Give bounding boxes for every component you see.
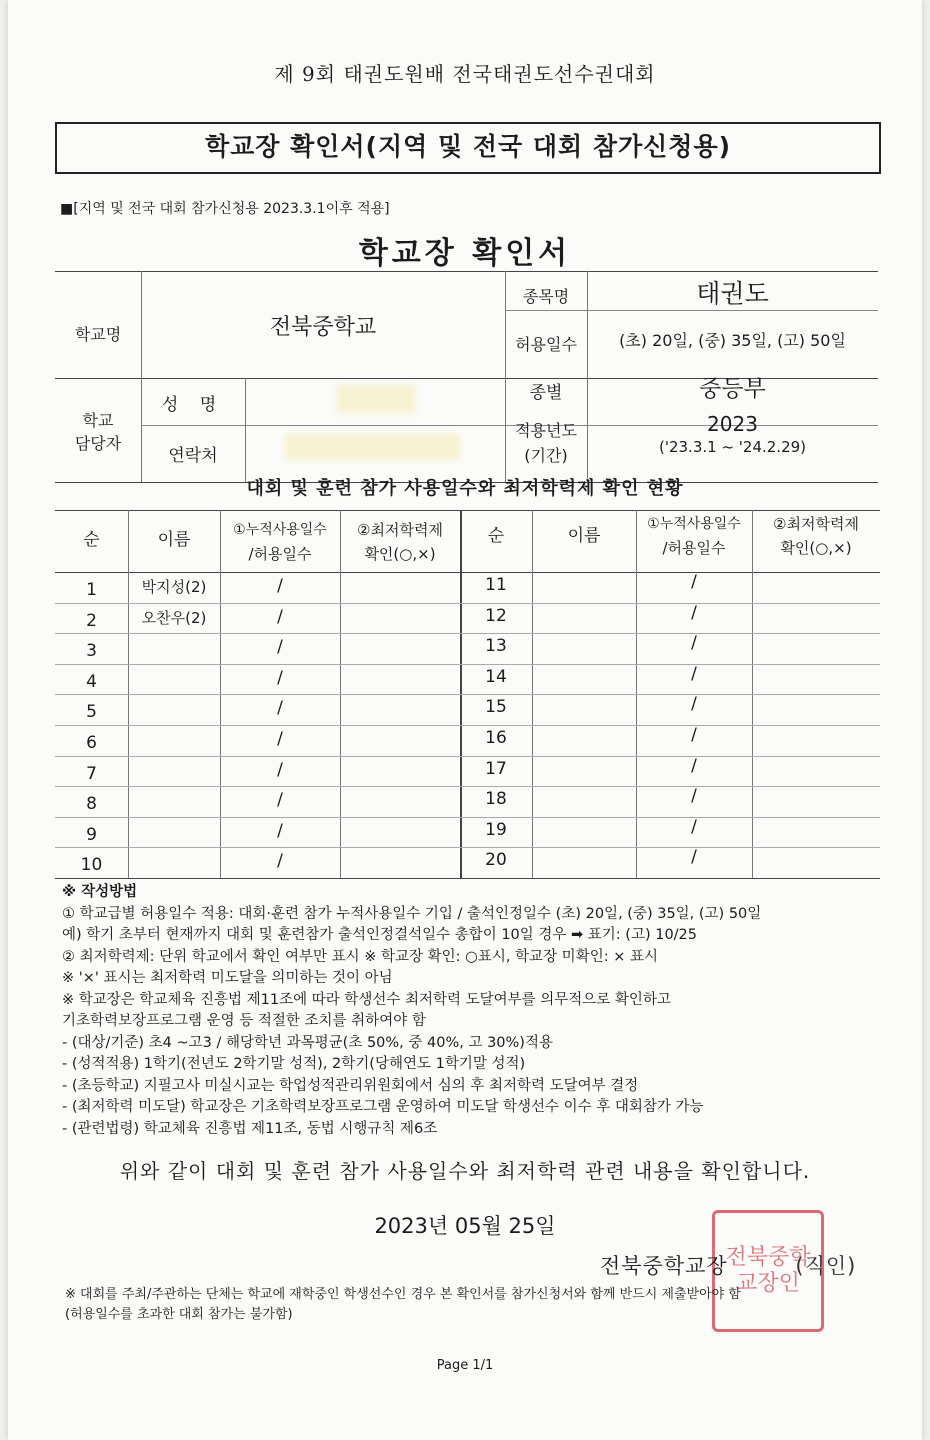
days-cell: / [277,667,283,688]
writing-instructions [62,882,761,1140]
row-number: 9 [86,824,97,845]
header-grade-right-1: ②최저학력제 [773,515,859,533]
days-cell: / [277,851,283,872]
table-row-divider [55,725,880,726]
row-number: 2 [86,610,97,631]
days-cell: / [691,786,697,807]
days-cell: / [691,572,697,592]
row-number: 10 [80,855,103,876]
row-number: 11 [485,575,507,595]
header-no-left: 순 [83,530,100,550]
footnote-line-1: ※ 대회를 주최/주관하는 단체는 학교에 재학중인 학생선수인 경우 본 확인서를 참가신청서와 함께 반드시 제출받아야 함 [65,1287,741,1302]
instruction-line: - (성적적용) 1학기(전년도 2학기말 성적), 2학기(당해연도 1학기말 성적) [62,1056,526,1072]
table-row-divider [55,633,880,634]
row-number: 19 [485,819,507,840]
header-grade-right-2: 확인(○,×) [780,539,852,557]
contact-label-line1: 학교 [82,411,114,430]
period-value: ('23.3.1 ~ '24.2.29) [658,438,807,456]
applied-note: ■[지역 및 전국 대회 참가신청용 2023.3.1이후 적용] [60,201,390,217]
instruction-line: ※ 학교장은 학교체육 진흥법 제11조에 따라 학생선수 최저학력 도달여부를 의무적으로 확인하고 [62,991,671,1008]
contact-name-label: 성 명 [161,395,225,415]
instruction-line: - (초등학교) 지필고사 미실시교는 학업성적관리위원회에서 심의 후 최저학력 도달여부 결정 [62,1077,639,1094]
days-cell: / [691,602,697,623]
instruction-line: ① 학교급별 허용일수 적용: 대회·훈련 참가 누적사용일수 기입 / 출석인정일수 (초) 20일, (중) 35일, (고) 50일 [62,905,762,922]
row-number: 13 [485,636,507,657]
days-cell: / [691,633,697,654]
table-row-divider [55,664,880,665]
instruction-line: 예) 학기 초부터 현재까지 대회 및 훈련참가 출석인정결석일수 총합이 10일 경우 ➡ 표기: (고) 10/25 [62,927,698,943]
row-number: 7 [86,763,97,784]
days-cell: / [691,816,697,837]
days-cell: / [277,729,283,749]
participation-grid [55,510,880,880]
page-number: Page 1/1 [436,1358,494,1373]
row-number: 6 [86,733,97,753]
days-cell: / [277,759,283,780]
days-cell: / [691,725,697,745]
table-row-divider [55,847,880,848]
header-grade-left-2: 확인(○,×) [364,545,436,563]
year-value: 2023 [707,412,758,436]
seal-label: (직인) [795,1254,857,1278]
row-number: 18 [485,789,507,810]
confirmation-statement: 위와 같이 대회 및 훈련 참가 사용일수와 최저학력 관련 내용을 확인합니다. [119,1159,811,1183]
redacted-contact-phone [285,434,460,460]
row-number: 3 [86,641,97,662]
student-name: 박지성(2) [141,578,207,596]
event-label: 종목명 [522,287,570,306]
submission-footnote [65,1285,741,1325]
form-title-box: 학교장 확인서(지역 및 전국 대회 참가신청용) [55,122,881,174]
contact-phone-label: 연락처 [168,446,218,466]
division-value: 중등부 [699,376,766,402]
section-title: 대회 및 훈련 참가 사용일수와 최저학력제 확인 현황 [246,478,684,499]
table-row-divider [55,756,880,757]
days-cell: / [277,790,283,811]
instruction-line: - (대상/기준) 초4 ~고3 / 해당학년 과목평균(초 50%, 중 40%, 고 30%)적용 [62,1034,553,1051]
row-number: 16 [485,728,507,748]
allowed-days-value: (초) 20일, (중) 35일, (고) 50일 [619,331,846,350]
year-label-line2: (기간) [524,446,568,465]
header-name-left: 이름 [157,530,191,550]
header-grade-left-1: ②최저학력제 [357,521,443,539]
principal-signature-line [600,1250,856,1280]
row-number: 12 [485,605,507,626]
header-days-left-1: ①누적사용일수 [233,522,327,538]
table-row-divider [55,694,880,695]
principal-name: 전북중학교장 [600,1254,728,1278]
days-cell: / [277,820,283,841]
header-days-left-2: /허용일수 [248,545,312,563]
instruction-line: ※ '×' 표시는 최저학력 미도달을 의미하는 것이 아님 [62,970,393,986]
days-cell: / [277,637,283,658]
competition-title: 제 9회 태권도원배 전국태권도선수권대회 [274,62,656,86]
instruction-line: ※ 작성방법 [62,884,138,900]
days-cell: / [691,755,697,776]
division-label: 종별 [529,383,563,403]
row-number: 17 [485,758,507,779]
table-row-divider [55,786,880,787]
contact-label-line2: 담당자 [74,434,122,453]
days-cell: / [277,576,283,596]
confirmation-date: 2023년 05월 25일 [374,1214,556,1238]
row-number: 20 [485,850,507,871]
redacted-contact-name [337,385,415,413]
row-number: 15 [485,697,507,718]
table-row-divider [55,603,880,604]
school-info-table [55,268,878,485]
header-no-right: 순 [487,526,505,546]
school-name-label: 학교명 [74,325,122,344]
days-cell: / [277,698,283,719]
days-cell: / [277,606,283,627]
instruction-line: - (관련법령) 학교체육 진흥법 제11조, 동법 시행규칙 제6조 [62,1120,438,1137]
year-label-line1: 적용년도 [515,421,577,440]
header-name-right: 이름 [567,526,601,546]
days-cell: / [691,694,697,715]
row-number: 14 [485,666,507,687]
instruction-line: ② 최저학력제: 단위 학교에서 확인 여부만 표시 ※ 학교장 확인: ○표시, 학교장 미확인: × 표시 [62,948,658,965]
footnote-line-2: (허용일수를 초과한 대회 참가는 불가함) [65,1307,293,1322]
row-number: 1 [86,580,97,600]
header-days-right-2: /허용일수 [662,539,726,557]
document-title: 학교장 확인서 [358,236,572,271]
seal-text: 전북중학교장인 [725,1245,811,1296]
days-cell: / [691,847,697,868]
instruction-line: - (최저학력 미도달) 학교장은 기초학력보장프로그램 운영하여 미도달 학생선수 이수 후 대회참가 가능 [62,1099,704,1115]
row-number: 8 [86,794,97,815]
row-number: 5 [86,702,97,723]
student-name: 오찬우(2) [141,608,207,627]
allowed-days-label: 허용일수 [515,335,577,354]
instruction-line: 기초학력보장프로그램 운영 등 적절한 조치를 취하여야 함 [62,1013,426,1029]
header-days-right-1: ①누적사용일수 [647,516,741,532]
row-number: 4 [86,671,97,692]
days-cell: / [691,663,697,684]
event-value: 태권도 [696,279,769,308]
table-row-divider [55,817,880,818]
school-name-value: 전북중학교 [269,315,377,340]
